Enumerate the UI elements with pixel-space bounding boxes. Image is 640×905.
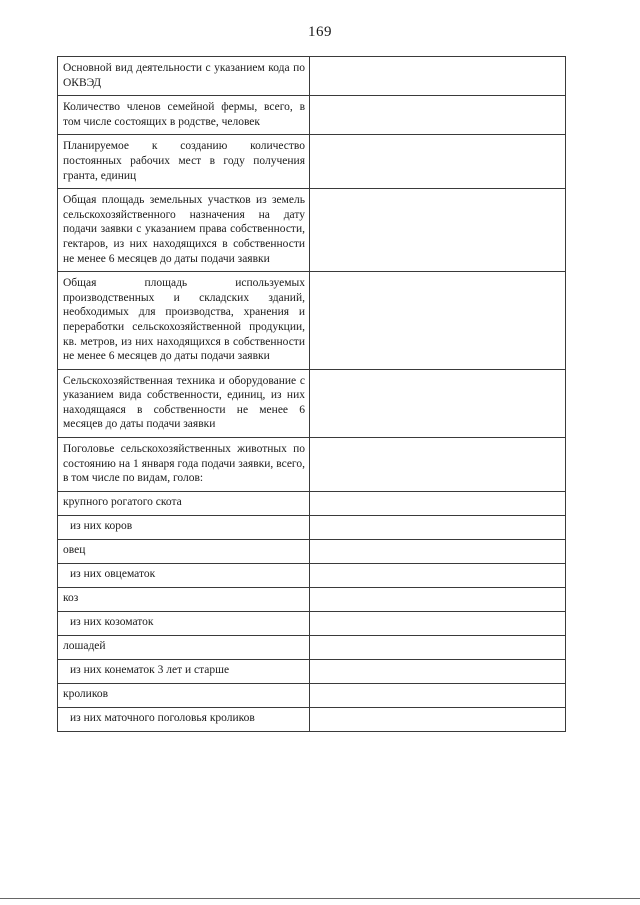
table-row: [58, 683, 566, 707]
table-row: [58, 563, 566, 587]
row-value-rabbits[interactable]: [310, 683, 566, 707]
row-label-does: из них козоматок: [58, 611, 310, 635]
row-value-livestock-total[interactable]: [310, 438, 566, 492]
row-label-cattle: крупного рогатого скота: [58, 491, 310, 515]
row-value-machinery[interactable]: [310, 369, 566, 437]
row-label-mares: из них конематок 3 лет и старше: [58, 659, 310, 683]
table-row: [58, 539, 566, 563]
row-value-does[interactable]: [310, 611, 566, 635]
row-label-ewes: из них овцематок: [58, 563, 310, 587]
row-value-horses[interactable]: [310, 635, 566, 659]
row-label-planned-jobs: Планируемое к созданию количество постоянных рабочих мест в году получения гранта, единиц: [58, 135, 310, 189]
table-row: [58, 491, 566, 515]
row-label-land-area: Общая площадь земельных участков из земель сельскохозяйственного назначения на дату подачи заявки с указанием права собственности, гектаров, из них находящихся в собственности не менее 6 месяцев до даты подачи заявки: [58, 189, 310, 272]
row-label-rabbits: кроликов: [58, 683, 310, 707]
row-value-goats[interactable]: [310, 587, 566, 611]
row-value-buildings-area[interactable]: [310, 272, 566, 370]
row-label-breeding-rabbits: из них маточного поголовья кроликов: [58, 707, 310, 731]
table-row: [58, 369, 566, 437]
row-value-planned-jobs[interactable]: [310, 135, 566, 189]
row-value-cows[interactable]: [310, 515, 566, 539]
table-row: [58, 635, 566, 659]
table-row: [58, 438, 566, 492]
table-row: [58, 659, 566, 683]
table-row: [58, 135, 566, 189]
row-label-horses: лошадей: [58, 635, 310, 659]
row-value-cattle[interactable]: [310, 491, 566, 515]
row-label-family-members: Количество членов семейной фермы, всего, в том числе состоящих в родстве, человек: [58, 96, 310, 135]
row-value-land-area[interactable]: [310, 189, 566, 272]
table-row: [58, 272, 566, 370]
table-row: [58, 611, 566, 635]
table-row: [58, 707, 566, 731]
row-label-cows: из них коров: [58, 515, 310, 539]
row-label-activity-okved: Основной вид деятельности с указанием кода по ОКВЭД: [58, 57, 310, 96]
table-row: [58, 96, 566, 135]
table-row: [58, 57, 566, 96]
row-value-family-members[interactable]: [310, 96, 566, 135]
table-row: [58, 189, 566, 272]
row-value-activity-okved[interactable]: [310, 57, 566, 96]
row-label-machinery: Сельскохозяйственная техника и оборудование с указанием вида собственности, единиц, из них находящаяся в собственности не менее 6 месяцев до даты подачи заявки: [58, 369, 310, 437]
row-label-sheep: овец: [58, 539, 310, 563]
scan-bottom-rule: [0, 898, 640, 899]
row-value-mares[interactable]: [310, 659, 566, 683]
row-label-livestock-total: Поголовье сельскохозяйственных животных по состоянию на 1 января года подачи заявки, всего, в том числе по видам, голов:: [58, 438, 310, 492]
row-value-sheep[interactable]: [310, 539, 566, 563]
row-label-goats: коз: [58, 587, 310, 611]
row-label-buildings-area: Общая площадь используемых производственных и складских зданий, необходимых для производства, хранения и переработки сельскохозяйственной продукции, кв. метров, из них находящихся в собственности не менее 6 месяцев до даты подачи заявки: [58, 272, 310, 370]
table-row: [58, 587, 566, 611]
row-value-breeding-rabbits[interactable]: [310, 707, 566, 731]
table-row: [58, 515, 566, 539]
row-value-ewes[interactable]: [310, 563, 566, 587]
application-form-table: [57, 56, 566, 732]
page-number: 169: [308, 24, 332, 40]
